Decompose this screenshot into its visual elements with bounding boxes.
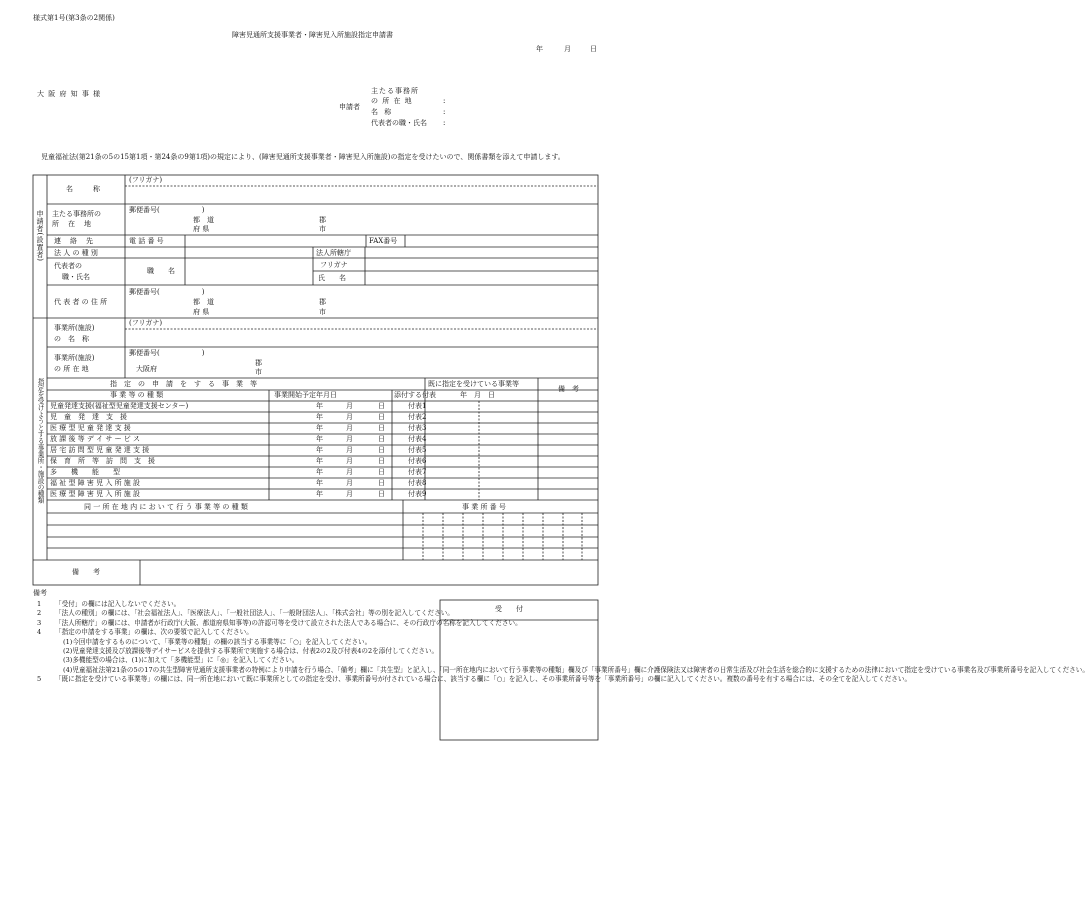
addressee: 大 阪 府 知 事 様 <box>37 90 102 98</box>
facility-addr-label: 事業所(施設) <box>54 354 95 362</box>
facility-name-label: 事業所(施設) <box>54 324 95 332</box>
start-day: 日 <box>378 457 385 465</box>
note-text: 「受付」の欄には記入しないでください。 <box>55 600 181 608</box>
start-day: 日 <box>378 446 385 454</box>
shimei-label: 氏 名 <box>318 274 346 282</box>
rep-label: 代表者の <box>54 262 82 270</box>
start-year: 年 <box>316 479 323 487</box>
start-year: 年 <box>316 468 323 476</box>
col-kind-header: 事 業 等 の 種 類 <box>110 391 164 399</box>
start-year: 年 <box>316 435 323 443</box>
applicant-office-line1: 主たる事務所 <box>371 87 419 95</box>
facility-name-label-2: の 名 称 <box>54 335 89 343</box>
start-day: 日 <box>378 424 385 432</box>
facility-type-name: 児 童 発 達 支 援 <box>50 413 127 421</box>
start-year: 年 <box>316 402 323 410</box>
start-year: 年 <box>316 413 323 421</box>
facility-type-name: 居 宅 訪 問 型 児 童 発 達 支 援 <box>50 446 150 454</box>
applicant-name-label: 名 称 <box>371 108 394 116</box>
role-label: 職 名 <box>147 267 175 275</box>
note-number <box>33 647 51 656</box>
note-text: 「指定の申請をする事業」の欄は、次の要領で記入してください。 <box>55 628 253 637</box>
postal-code-label: 郵便番号( ) <box>129 206 205 214</box>
note-text: 「法人の種別」の欄には、「社会福祉法人」、「医療法人」、「一般社団法人」、「一般財団法人」、「株式会社」等の別を記入してください。 <box>55 609 454 618</box>
note-number <box>33 638 51 647</box>
note-item <box>33 600 437 609</box>
col-attach-header: 添付する付表 <box>394 391 436 399</box>
attachment-name: 付表7 <box>408 468 427 476</box>
facility-type-name: 多 機 能 型 <box>50 468 120 476</box>
furigana-label: (フリガナ) <box>129 176 163 184</box>
fax-label: FAX番号 <box>369 237 398 245</box>
form-number: 様式第1号(第3条の2関係) <box>33 14 115 22</box>
start-month: 月 <box>346 402 353 410</box>
date-month: 月 <box>564 45 571 53</box>
colon: : <box>443 108 446 116</box>
furigana-small-label: フリガナ <box>320 261 348 269</box>
start-month: 月 <box>346 413 353 421</box>
page-title: 障害児通所支援事業者・障害児入所施設指定申請書 <box>232 31 393 39</box>
todo-label-2: 都 道 <box>193 298 214 306</box>
start-day: 日 <box>378 468 385 476</box>
start-day: 日 <box>378 479 385 487</box>
attachment-name: 付表6 <box>408 457 427 465</box>
start-year: 年 <box>316 424 323 432</box>
note-number: 1 <box>37 600 42 608</box>
date-year: 年 <box>536 45 543 53</box>
tel-label: 電 話 番 号 <box>129 237 164 245</box>
note-number: 3 <box>37 618 42 627</box>
corp-type-label: 法 人 の 種 別 <box>54 249 98 257</box>
start-day: 日 <box>378 435 385 443</box>
postal-code-label-2: 郵便番号( ) <box>129 288 205 296</box>
start-year: 年 <box>316 446 323 454</box>
facility-postal-label: 郵便番号( ) <box>129 349 205 357</box>
note-number: 5 <box>37 675 42 684</box>
section-facility-label: 指定を受けようとする事業所・施設の種類 <box>36 378 44 504</box>
start-day: 日 <box>378 413 385 421</box>
start-day: 日 <box>378 402 385 410</box>
intro-text: 児童福祉法(第21条の5の15第1項・第24条の9第1項)の規定により、(障害児通所支援事業者・障害児入所施設)の指定を受けたいので、関係書類を添えて申請します。 <box>41 153 565 161</box>
col-start-header: 事業開始予定年月日 <box>274 391 337 399</box>
shi-label: 市 <box>319 225 326 233</box>
facility-type-name: 放 課 後 等 デ イ サ ー ビ ス <box>50 435 141 443</box>
start-day: 日 <box>378 490 385 498</box>
note-text: 「法人所轄庁」の欄には、申請者が行政庁(大阪、都道府県知事等)の許認可等を受けて設立された法人である場合に、その行政庁の名称を記入してください。 <box>55 618 522 627</box>
osaka-prefix: 大阪府 <box>136 365 157 373</box>
agency-label: 法人所轄庁 <box>316 249 351 257</box>
todo-label: 都 道 <box>193 216 214 224</box>
notes-title: 備考 <box>33 589 47 597</box>
applicant-rep-label: 代表者の職・氏名 <box>371 119 427 127</box>
existing-header: 既に指定を受けている事業等 <box>428 380 519 388</box>
rep-label-2: 職・氏名 <box>62 273 90 281</box>
start-month: 月 <box>346 457 353 465</box>
attachment-name: 付表5 <box>408 446 427 454</box>
facility-furigana: (フリガナ) <box>129 319 163 327</box>
facility-type-name: 医 療 型 障 害 児 入 所 施 設 <box>50 490 141 498</box>
note-number: 2 <box>37 609 42 618</box>
note-item <box>33 609 454 618</box>
facility-addr-label-2: の 所 在 地 <box>54 365 89 373</box>
attachment-name: 付表1 <box>408 402 427 410</box>
note-text: (4)児童福祉法第21条の5の17の共生型障害児通所支援事業者の特例により申請を行う場合、「備考」欄に「共生型」と記入し、「同一所在地内において行う事業等の種類」欄及び「事業所番号」欄に介護保険法又は障害者の日常生活及び社会生活を総合的に支援するための法律において指定を受けている事業名及び事業所番号を記入してください。 <box>63 665 1089 674</box>
applicant-label: 申請者 <box>339 103 360 111</box>
facility-gun: 郡 <box>255 359 262 367</box>
facility-shi: 市 <box>255 368 262 376</box>
applicant-office-line2: の 所 在 地 <box>371 97 413 105</box>
start-month: 月 <box>346 424 353 432</box>
colon: : <box>443 119 446 127</box>
gun-label: 郡 <box>319 216 326 224</box>
note-text: 「既に指定を受けている事業等」の欄には、同一所在地において既に事業所としての指定を受け、事業所番号が付されている場合に、該当する欄に「○」を記入し、その事業所番号等を「事業所番号」の欄に記入してください。複数の番号を有する場合には、その全てを記入してください。 <box>55 675 912 684</box>
gun-label-2: 郡 <box>319 298 326 306</box>
start-month: 月 <box>346 490 353 498</box>
attachment-name: 付表9 <box>408 490 427 498</box>
note-item <box>33 638 437 647</box>
fuken-label-2: 府 県 <box>193 308 210 316</box>
note-number <box>33 656 51 665</box>
note-item <box>33 618 522 628</box>
col-ym-header: 年 月 日 <box>460 391 495 399</box>
note-number: 4 <box>37 628 42 637</box>
office-label-2: 所 在 地 <box>52 220 92 228</box>
note-text: (1)今回申請をするものについて、「事業等の種類」の欄の該当する事業等に「○」を記入してください。 <box>63 637 372 646</box>
start-month: 月 <box>346 435 353 443</box>
remarks-cell-label: 備 考 <box>72 568 100 576</box>
apply-header: 指 定 の 申 請 を す る 事 業 等 <box>110 380 257 388</box>
start-month: 月 <box>346 468 353 476</box>
facility-type-name: 保 育 所 等 訪 問 支 援 <box>50 457 155 465</box>
facility-type-name: 福 祉 型 障 害 児 入 所 施 設 <box>50 479 141 487</box>
office-label: 主たる事務所の <box>52 210 101 218</box>
start-year: 年 <box>316 490 323 498</box>
note-item <box>33 628 437 637</box>
note-number <box>33 666 51 675</box>
office-number-header: 事 業 所 番 号 <box>462 503 506 511</box>
attachment-name: 付表8 <box>408 479 427 487</box>
section-applicant-label: 申請者(設置者) <box>36 210 44 262</box>
note-item <box>33 675 912 684</box>
notes-list <box>33 600 1089 685</box>
note-text: (3)多機能型の場合は、(1)に加えて「多機能型」に「◎」を記入してください。 <box>63 656 299 665</box>
facility-type-name: 児童発達支援(福祉型児童発達支援センター) <box>50 402 189 410</box>
start-year: 年 <box>316 457 323 465</box>
facility-type-name: 医 療 型 児 童 発 達 支 援 <box>50 424 131 432</box>
note-item <box>33 665 1089 675</box>
start-month: 月 <box>346 446 353 454</box>
receipt-label: 受 付 <box>495 605 523 613</box>
shi-label-2: 市 <box>319 308 326 316</box>
fuken-label: 府 県 <box>193 225 210 233</box>
attachment-name: 付表3 <box>408 424 427 432</box>
note-text: (2)児童発達支援及び放課後等デイサービスを提供する事業所で実施する場合は、付表2の2及び付表4の2を添付してください。 <box>63 647 439 656</box>
name-label: 名 称 <box>66 185 102 193</box>
attachment-name: 付表4 <box>408 435 427 443</box>
colon: : <box>443 97 446 105</box>
remarks-header: 備 考 <box>558 385 579 393</box>
same-location-header: 同 一 所 在 地 内 に お い て 行 う 事 業 等 の 種 類 <box>84 503 248 511</box>
contact-label: 連 絡 先 <box>54 237 94 245</box>
attachment-name: 付表2 <box>408 413 427 421</box>
date-day: 日 <box>590 45 597 53</box>
note-item <box>33 656 437 665</box>
start-month: 月 <box>346 479 353 487</box>
rep-address-label: 代 表 者 の 住 所 <box>54 298 108 306</box>
